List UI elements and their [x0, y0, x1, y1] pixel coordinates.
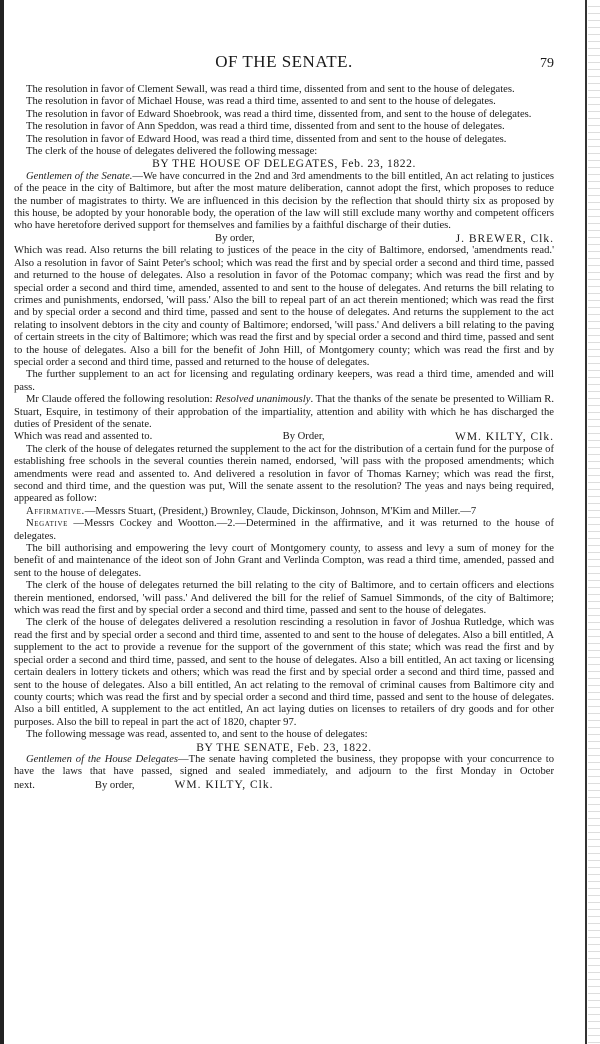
signature-by: By order,: [215, 232, 255, 244]
message-heading: BY THE HOUSE OF DELEGATES, Feb. 23, 1822.: [152, 158, 416, 171]
signature-name: WM. KILTY, Clk.: [454, 431, 554, 444]
signature-line: [14, 431, 554, 443]
vote-affirmative: [14, 506, 554, 518]
paragraph: The further supplement to an act for licensing and regulating ordinary keepers, was read a third time, amended and will pass.: [14, 369, 554, 393]
resolved-text: Resolved unanimously: [215, 394, 311, 406]
message-body: [14, 754, 554, 792]
paragraph: [14, 394, 554, 431]
salutation: Gentlemen of the Senate.: [26, 170, 133, 182]
page-number: 79: [540, 56, 554, 71]
paragraph: Which was read. Also returns the bill relating to justices of the peace in the city of Baltimore, endorsed, 'amendments read.' Also a resolution in favor of Saint Peter's school; which was read the first and by special order a second and third time, passed and returned to the house of delegates. Also a resolution in favor of the Potomac company; which was read the first and by special order a second and third time, amended, assented to and sent to the house of delegates. And returns the bill relating to crimes and punishments, endorsed, 'will pass.' Also the bill to repeal part of an act therein mentioned; which was read the first and by special order a second and third time, passed and sent to the house of delegates. And returns the supplement to the act relating to insolvent debtors in the city and county of Baltimore; endorsed, 'will pass.' And delivers a bill relating to the paving of certain streets in the city of Baltimore; which was read the first and by special order a second and third time, passed and sent to the house of delegates. Also a bill for the benefit of John Hill, of Montgomery county; which was read the first and by special order a second and third time, passed and returned to the house of delegates.: [14, 245, 554, 368]
message-text: —The senate having completed the business, they propopse with your concurrence to have the laws that have passed, signed and sealed immediately, and adjourn to the first Monday in October next.: [14, 753, 554, 791]
scan-edge-right: [585, 0, 587, 1044]
document-page: [14, 50, 554, 792]
salutation: Gentlemen of the House Delegates: [26, 753, 179, 765]
vote-names: —Messrs Stuart, (President,) Brownley, Claude, Dickinson, Johnson, M'Kim and Miller.—7: [84, 505, 477, 517]
paragraph: The resolution in favor of Michael House, was read a third time, assented to and sent to the house of delegates.: [26, 96, 496, 108]
paragraph: The clerk of the house of delegates returned the supplement to the act for the distribution of a certain fund for the purpose of establishing free schools in the several counties therein named, endorsed, 'will pass with the proposed amendments; which amendments were read and assented to. And delivered a resolution in favor of Thomas Karney; which was read the first, second and third time, and the question was put, Will the senate assent to the resolution? The yeas and nays being required, appeared as follow:: [14, 443, 554, 505]
paragraph: The clerk of the house of delegates delivered a resolution rescinding a resolution in favor of Joshua Rutledge, which was read the first and by special order a second and third time, assented to and sent to the house of delegates. Also a bill entitled, A supplement to the act to provide a revenue for the support of the government of this state; which was read the first and by special order a second and third time, passed, and sent to the house of delegates. Also a bill entitled, An act taxing or licensing certain dealers in lottery tickets and others; which was read the first and by special order a second and third time, passed and sent to the house of delegates. Also a bill entitled, An act relating to the removal of criminal causes from Baltimore city and county courts; which was read the first and by special order a second and third time, passed and sent to the house of delegates. Also a bill entitled, A supplement to the act entitled, An act laying duties on licenses to retailers of dry goods and for other purposes. Also the bill to repeal in part the act of 1820, chapter 97.: [14, 617, 554, 728]
paragraph: The resolution in favor of Edward Shoebrook, was read a third time, dissented from, and sent to the house of delegates.: [26, 108, 532, 120]
scan-margin-right: [588, 0, 600, 1044]
paragraph: The clerk of the house of delegates delivered the following message:: [26, 146, 318, 158]
message-heading: BY THE SENATE, Feb. 23, 1822.: [196, 741, 372, 754]
text: . That the thanks of the senate be presented to William R. Stuart, Esquire, in testimony of their approbation of the impartiality, attention and ability with which he has discharged the duties of President of the senate.: [14, 394, 555, 430]
signature-name: J. BREWER, Clk.: [455, 232, 554, 245]
paragraph: The resolution in favor of Clement Sewall, was read a third time, dissented from and sent to the house of delegates.: [26, 84, 515, 95]
paragraph: The following message was read, assented to, and sent to the house of delegates:: [26, 729, 368, 741]
text: Mr Claude offered the following resolution:: [26, 394, 216, 406]
paragraph: The clerk of the house of delegates returned the bill relating to the city of Baltimore, and to certain officers and elections therein mentioned, endorsed, 'will pass.' And delivered the bill for the relief of Samuel Simmonds, of the city of Baltimore; which was read the first and by special order a second and third time, passed and sent to the house of delegates.: [14, 580, 554, 617]
vote-negative: [14, 518, 554, 543]
scan-edge-left: [0, 0, 4, 1044]
signature-by: By order,: [94, 779, 135, 791]
vote-label: Negative: [26, 518, 68, 530]
paragraph: The bill authorising and empowering the levy court of Montgomery county, to assess and levy a sum of money for the benefit of and maintenance of the ideot son of John Grant and Verlinda Compton, was read a third time, amended, passed and sent to the house of delegates.: [14, 543, 554, 579]
signature-line: [14, 233, 554, 245]
signature-by: By Order,: [282, 431, 325, 443]
vote-names: —Messrs Cockey and Wootton.—2.—Determined in the affirmative, and it was returned to the house of delegates.: [14, 518, 554, 542]
message-text: —We have concurred in the 2nd and 3rd amendments to the bill entitled, An act relating to justices of the peace in the city of Baltimore, but after the most mature deliberation, cannot adopt the first, which proposes to reduce the number of magistrates to thirty. We are influenced in this decision by the reflection that should thirty six as proposed by this house, be adopted by your honorable body, the operation of the law will still exclude many worthy and competent officers who have heretofore derived support for themselves and families by a faithful discharge of their duties.: [14, 170, 554, 232]
vote-label: Affirmative.: [26, 505, 85, 517]
signature-lead: Which was read and assented to.: [14, 431, 153, 443]
signature-name: WM. KILTY, Clk.: [174, 778, 274, 791]
running-title: OF THE SENATE.: [215, 52, 353, 71]
message-body: [14, 171, 554, 233]
paragraph: The resolution in favor of Edward Hood, was read a third time, dissented from and sent to the house of delegates.: [26, 133, 507, 145]
page-header: [14, 50, 554, 84]
paragraph: The resolution in favor of Ann Speddon, was read a third time, dissented from and sent to the house of delegates.: [26, 121, 505, 133]
